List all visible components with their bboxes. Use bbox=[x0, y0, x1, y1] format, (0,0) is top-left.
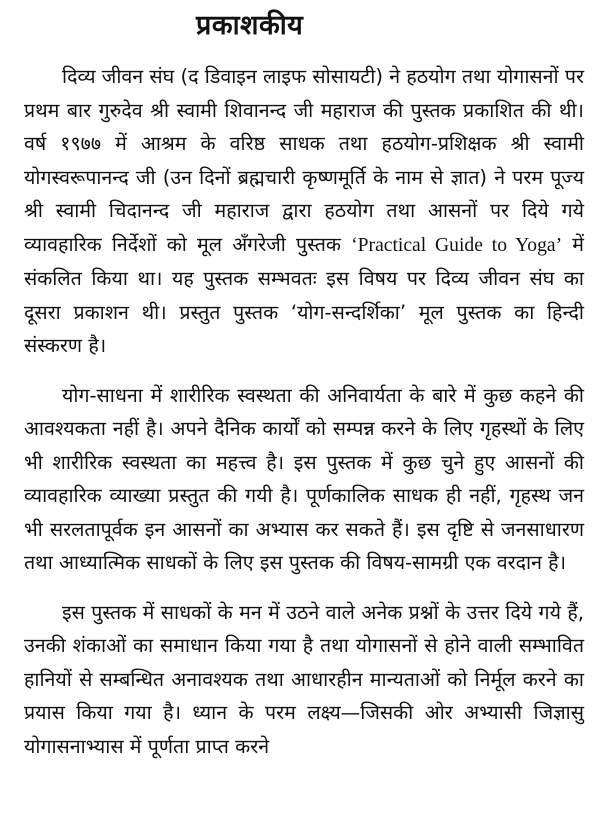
paragraph-1 bbox=[24, 60, 584, 363]
paragraph-1-text-start: दिव्य जीवन संघ (द डिवाइन लाइफ सोसायटी) ने हठयोग तथा योगासनों पर प्रथम बार गुरुदेव श्री स्वामी शिवानन्द जी महाराज की पुस्तक प्रकाशित की थी। वर्ष १९७७ में आश्रम के वरिष्ठ साधक तथा हठयोग-प्रशिक्षक श्री स्वामी योगस्वरूपानन्द जी (उन दिनों ब्रह्मचारी कृष्णमूर्ति के नाम से ज्ञात) ने परम पूज्य श्री स्वामी चिदानन्द जी महाराज द्वारा हठयोग तथा आसनों पर दिये गये व्यावहारिक निर्देशों को मूल अँगरेजी पुस्तक bbox=[24, 65, 584, 256]
english-book-title: ‘Practical Guide to Yoga’ bbox=[351, 234, 563, 256]
paragraph-2: योग-साधना में शारीरिक स्वस्थता की अनिवार्यता के बारे में कुछ कहने की आवश्यकता नहीं है। अपने दैनिक कार्यों को सम्पन्न करने के लिए गृहस्थों के लिए भी शारीरिक स्वस्थता का महत्त्व है। इस पुस्तक में कुछ चुने हुए आसनों की व्यावहारिक व्याख्या प्रस्तुत की गयी है। पूर्णकालिक साधक ही नहीं, गृहस्थ जन भी सरलतापूर्वक इन आसनों का अभ्यास कर सकते हैं। इस दृष्टि से जनसाधारण तथा आध्यात्मिक साधकों के लिए इस पुस्तक की विषय-सामग्री एक वरदान है। bbox=[24, 383, 584, 574]
page-title: प्रकाशकीय bbox=[196, 10, 304, 41]
paragraph-3: इस पुस्तक में साधकों के मन में उठने वाले अनेक प्रश्नों के उत्तर दिये गये हैं, उनकी शंकाओं का समाधान किया गया है तथा योगासनों से होने वाली सम्भावित हानियों से सम्बन्धित अनावश्यक तथा आधारहीन मान्यताओं को निर्मूल करने का प्रयास किया गया है। ध्यान के परम लक्ष्य—जिसकी ओर अभ्यासी जिज्ञासु योगासनाभ्यास में पूर्णता प्राप्त करने bbox=[24, 600, 584, 758]
paragraph-1-text-end: में संकलित किया था। यह पुस्तक सम्भवतः इस विषय पर दिव्य जीवन संघ का दूसरा प्रकाशन थी। प्रस्तुत पुस्तक ‘योग-सन्दर्शिका’ मूल पुस्तक का हिन्दी संस्करण है। bbox=[24, 232, 584, 357]
